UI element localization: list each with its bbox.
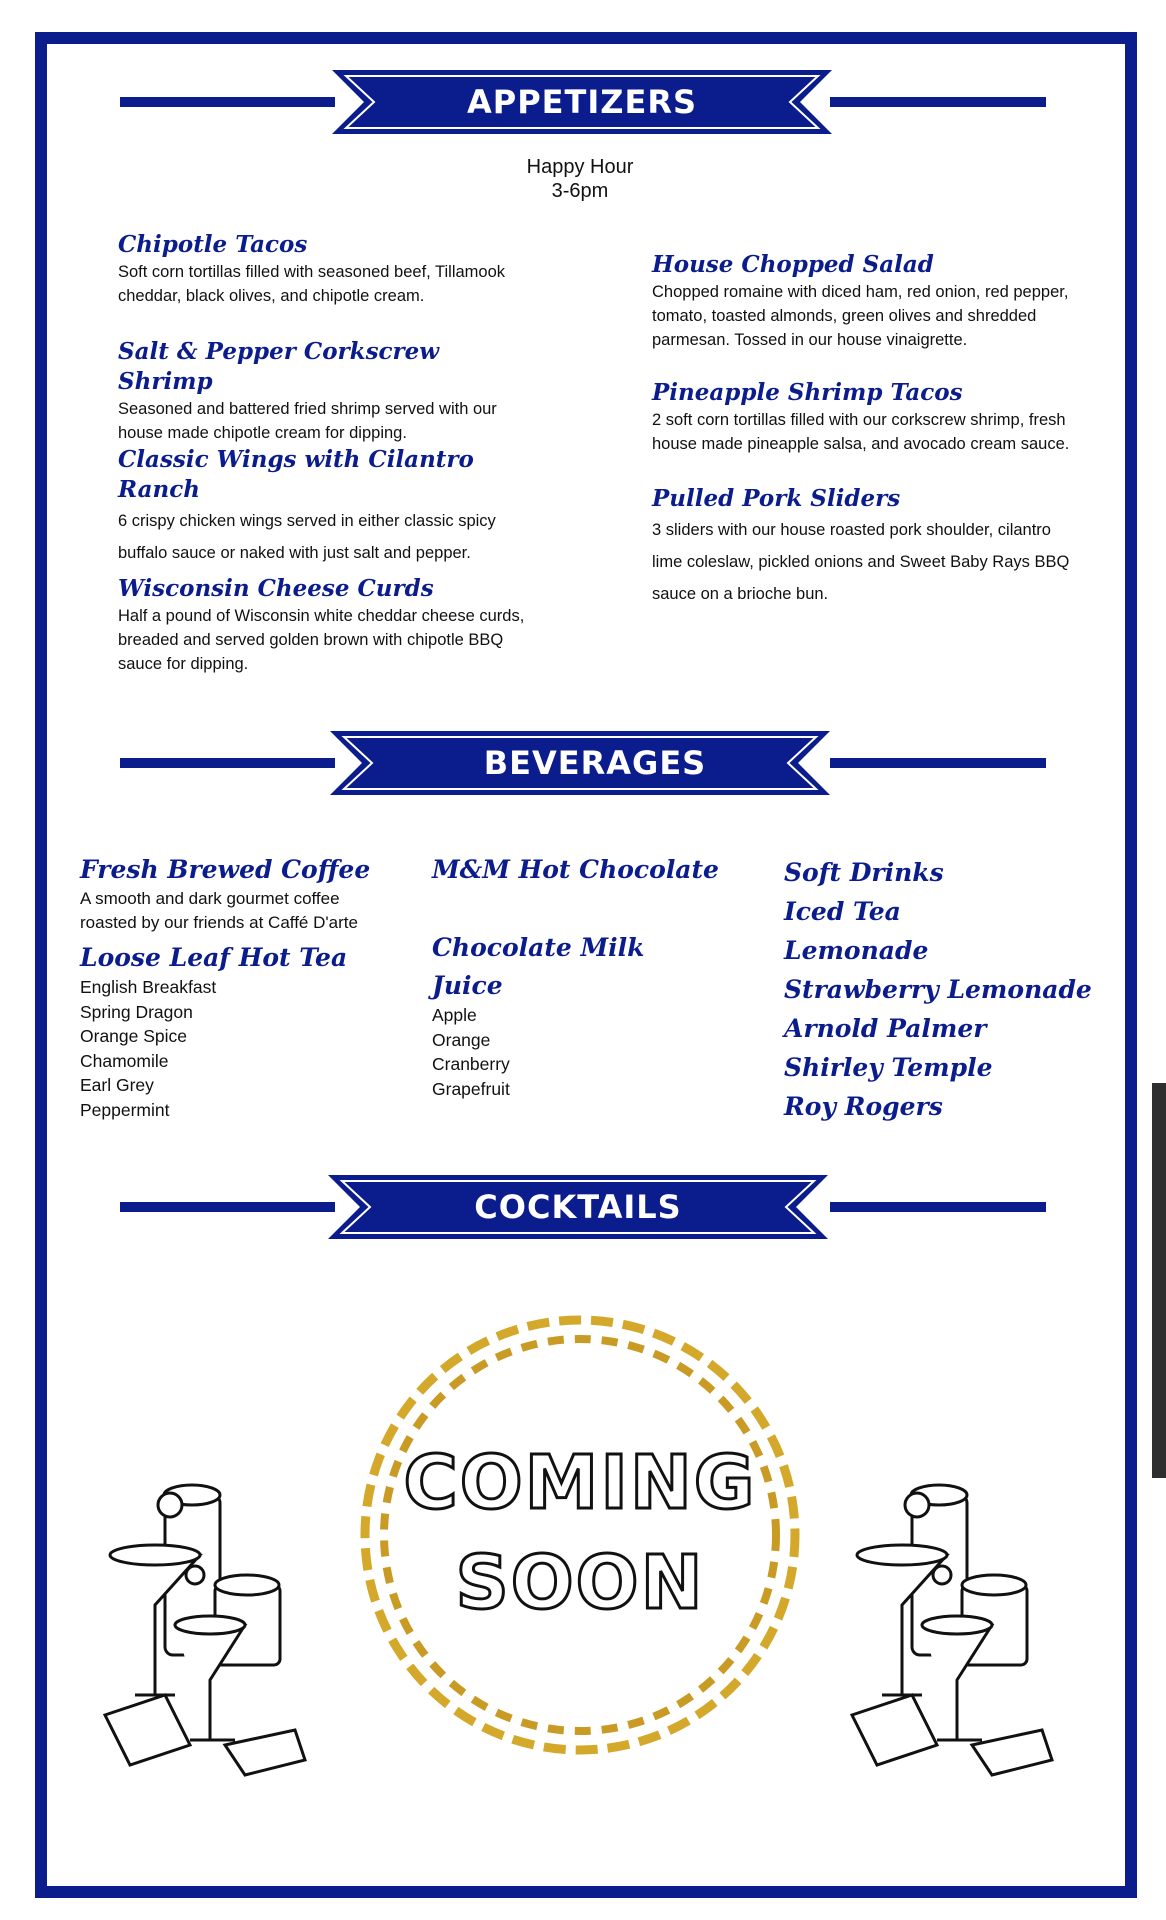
cocktail-glasses-illustration-left [95, 1475, 325, 1785]
item-description: 2 soft corn tortillas filled with our corkscrew shrimp, fresh house made pineapple salsa, and avocado cream sauce. [652, 411, 1070, 453]
item-name: Salt & Pepper Corkscrew Shrimp [118, 338, 440, 395]
menu-item [652, 484, 1072, 610]
tea-list [80, 975, 400, 1122]
beverage-name: Chocolate Milk [432, 933, 645, 962]
beverage-name: Loose Leaf Hot Tea [80, 943, 348, 972]
section-title-cocktails: COCKTAILS [474, 1188, 682, 1226]
list-item: Orange [432, 1029, 491, 1050]
happy-hour-time: 3-6pm [551, 180, 609, 202]
menu-item [652, 378, 1072, 456]
item-name: Pineapple Shrimp Tacos [652, 379, 963, 406]
item-description: Seasoned and battered fried shrimp served with our house made chipotle cream for dipping. [118, 400, 497, 442]
menu-item [118, 337, 538, 445]
list-item: Spring Dragon [80, 1001, 193, 1022]
coming-soon-line1: COMING [403, 1440, 757, 1526]
item-name: House Chopped Salad [652, 251, 934, 278]
beverage-name: Shirley Temple [784, 1053, 993, 1082]
beverage-chocolate-milk [432, 931, 732, 965]
cocktail-glasses-illustration-right [842, 1475, 1072, 1785]
beverage-coffee [80, 853, 400, 935]
beverages-banner [120, 713, 1046, 813]
coming-soon-line2: SOON [455, 1540, 705, 1626]
beverage-soft-drinks-list [784, 853, 1104, 1126]
item-name: Wisconsin Cheese Curds [118, 575, 434, 602]
beverage-name: Strawberry Lemonade [784, 975, 1092, 1004]
section-title-appetizers: APPETIZERS [466, 83, 697, 121]
item-description: 3 sliders with our house roasted pork shoulder, cilantro lime coleslaw, pickled onions and Sweet Baby Rays BBQ sauce on a brioche bun. [652, 521, 1070, 603]
list-item: Grapefruit [432, 1078, 510, 1099]
gold-ring-decoration [345, 1300, 815, 1770]
item-description: Half a pound of Wisconsin white cheddar cheese curds, breaded and served golden brown with chipotle BBQ sauce for dipping. [118, 607, 525, 673]
menu-item [118, 574, 538, 676]
cocktails-banner [120, 1157, 1046, 1257]
menu-item [652, 250, 1072, 352]
appetizers-banner [120, 52, 1046, 152]
list-item: Orange Spice [80, 1026, 188, 1046]
item-name: Pulled Pork Sliders [652, 485, 901, 512]
item-description: Chopped romaine with diced ham, red onion, red pepper, tomato, toasted almonds, green olives and shredded parmesan. Tossed in our house vinaigrette. [652, 283, 1069, 349]
beverage-name: Juice [432, 971, 503, 1000]
list-item: Chamomile [80, 1050, 169, 1071]
beverage-name: Arnold Palmer [784, 1014, 987, 1043]
beverage-tea [80, 941, 400, 1122]
item-description: Soft corn tortillas filled with seasoned beef, Tillamook cheddar, black olives, and chipotle cream. [118, 263, 506, 305]
coming-soon-badge [345, 1300, 815, 1770]
beverage-name: M&M Hot Chocolate [432, 855, 719, 884]
list-item: Earl Grey [80, 1075, 154, 1095]
beverage-name: Iced Tea [784, 897, 901, 926]
juice-list [432, 1003, 732, 1101]
item-name: Classic Wings with Cilantro Ranch [118, 446, 474, 503]
list-item: English Breakfast [80, 977, 217, 997]
item-description: 6 crispy chicken wings served in either classic spicy buffalo sauce or naked with just salt and pepper. [118, 512, 496, 562]
scrollbar-tab[interactable] [1152, 1083, 1166, 1478]
beverage-juice [432, 969, 732, 1101]
happy-hour-title: Happy Hour [526, 156, 634, 178]
list-item: Cranberry [432, 1054, 510, 1074]
happy-hour [460, 155, 700, 203]
menu-item [118, 230, 538, 308]
beverage-hot-chocolate [432, 853, 732, 887]
beverage-name: Fresh Brewed Coffee [80, 855, 371, 884]
list-item: Apple [432, 1005, 477, 1025]
beverage-description: A smooth and dark gourmet coffee roasted by our friends at Caffé D'arte [80, 889, 358, 932]
beverage-name: Soft Drinks [784, 858, 944, 887]
item-name: Chipotle Tacos [118, 231, 308, 258]
beverage-name: Lemonade [784, 936, 929, 965]
beverage-name: Roy Rogers [784, 1092, 943, 1121]
menu-item [118, 445, 538, 569]
list-item: Peppermint [80, 1099, 170, 1120]
section-title-beverages: BEVERAGES [483, 744, 707, 782]
